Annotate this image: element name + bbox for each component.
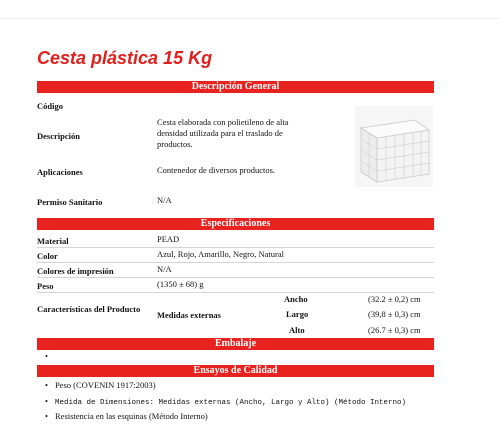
aplicaciones-value: Contenedor de diversos productos. (157, 165, 276, 175)
colores-impresion-label: Colores de impresión (37, 266, 114, 276)
section-header-quality: Ensayos de Calidad (37, 365, 434, 377)
bullet-icon: • (45, 380, 48, 390)
quality-item (45, 411, 208, 421)
quality-item (45, 380, 156, 390)
caracteristicas-label: Características del Producto (37, 304, 141, 314)
section-header-specs: Especificaciones (37, 218, 434, 230)
alto-label: Alto (289, 325, 305, 335)
section-header-packaging: Embalaje (37, 338, 434, 350)
largo-value: (39,8 ± 0,3) cm (368, 309, 421, 319)
peso-label: Peso (37, 281, 54, 291)
largo-label: Largo (286, 309, 309, 319)
alto-value: (26.7 ± 0,3) cm (368, 325, 421, 335)
bullet-icon: • (45, 396, 48, 406)
quality-item-text: Peso (COVENIN 1917:2003) (55, 380, 156, 390)
section-header-general: Descripción General (37, 81, 434, 93)
material-label: Material (37, 236, 69, 246)
permiso-label: Permiso Sanitario (37, 197, 103, 207)
page-title: Cesta plástica 15 Kg (37, 48, 213, 68)
bullet-icon: • (45, 411, 48, 421)
peso-value: (1350 ± 68) g (157, 279, 204, 289)
quality-item-text: Resistencia en las esquinas (Método Interno) (55, 411, 208, 421)
descripcion-label: Descripción (37, 131, 80, 141)
color-label: Color (37, 251, 58, 261)
row-divider (37, 292, 434, 293)
ancho-value: (32.2 ± 0,2) cm (368, 294, 421, 304)
medidas-externas-label: Medidas externas (157, 310, 221, 320)
product-crate-image (355, 106, 433, 187)
aplicaciones-label: Aplicaciones (37, 167, 83, 177)
quality-item-text: Medida de Dimensiones: Medidas externas (Ancho, Largo y Alto) (Método Interno) (55, 399, 407, 407)
color-value: Azul, Rojo, Amarillo, Negro, Natural (157, 249, 285, 259)
top-divider (0, 18, 500, 19)
material-value: PEAD (157, 234, 180, 244)
codigo-label: Código (37, 101, 63, 111)
descripcion-line-2: densidad utilizada para el traslado de (157, 128, 283, 138)
row-divider (37, 262, 434, 263)
descripcion-line-1: Cesta elaborada con polietileno de alta (157, 117, 289, 127)
colores-impresion-value: N/A (157, 264, 172, 274)
quality-item (45, 396, 406, 407)
row-divider (37, 277, 434, 278)
permiso-value: N/A (157, 195, 172, 205)
ancho-label: Ancho (284, 294, 308, 304)
descripcion-line-3: productos. (157, 139, 193, 149)
packaging-bullet: • (45, 351, 48, 361)
row-divider (37, 247, 434, 248)
